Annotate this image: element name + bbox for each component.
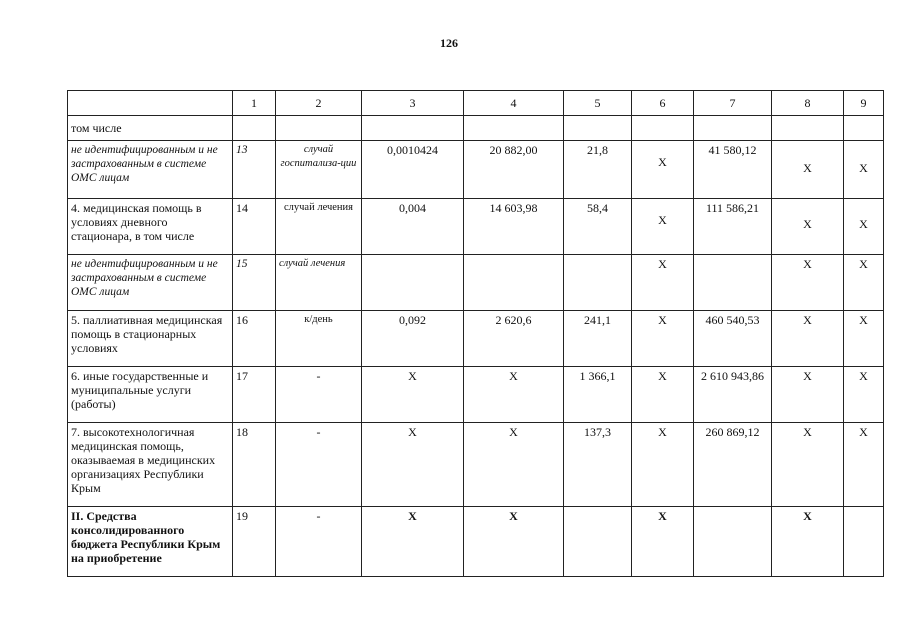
subheader-row — [68, 116, 884, 141]
table-row — [68, 423, 884, 507]
row-cell: 0,0010424 — [362, 141, 464, 199]
row-cell — [844, 507, 884, 577]
row-cell: X — [772, 255, 844, 311]
row-cell: 14 603,98 — [464, 199, 564, 255]
row-cell: X — [362, 507, 464, 577]
row-number: 14 — [233, 199, 276, 255]
row-cell: X — [464, 423, 564, 507]
header-cell: 9 — [844, 91, 884, 116]
row-cell: X — [362, 423, 464, 507]
row-cell: 0,004 — [362, 199, 464, 255]
table-row — [68, 367, 884, 423]
table-row — [68, 199, 884, 255]
row-cell: X — [632, 311, 694, 367]
row-cell: X — [772, 507, 844, 577]
header-cell: 5 — [564, 91, 632, 116]
row-cell: 111 586,21 — [694, 199, 772, 255]
header-cell: 2 — [276, 91, 362, 116]
row-cell: 137,3 — [564, 423, 632, 507]
row-cell: 41 580,12 — [694, 141, 772, 199]
row-cell — [564, 507, 632, 577]
row-unit: - — [276, 423, 362, 507]
row-cell: X — [772, 141, 844, 199]
row-cell — [564, 255, 632, 311]
row-cell: X — [844, 311, 884, 367]
row-cell: 21,8 — [564, 141, 632, 199]
subheader-cell: том числе — [68, 116, 233, 141]
row-cell: X — [632, 255, 694, 311]
row-cell: X — [632, 367, 694, 423]
header-cell: 3 — [362, 91, 464, 116]
table-row — [68, 255, 884, 311]
header-cell-empty — [68, 91, 233, 116]
header-cell: 7 — [694, 91, 772, 116]
row-cell: X — [844, 423, 884, 507]
row-name: не идентифицированным и не застрахованным в системе ОМС лицам — [68, 141, 233, 199]
row-number: 16 — [233, 311, 276, 367]
row-number: 17 — [233, 367, 276, 423]
header-cell: 1 — [233, 91, 276, 116]
row-unit: - — [276, 367, 362, 423]
row-cell: X — [844, 141, 884, 199]
row-cell: X — [632, 423, 694, 507]
row-cell: X — [464, 507, 564, 577]
row-number: 13 — [233, 141, 276, 199]
row-cell: 20 882,00 — [464, 141, 564, 199]
header-row — [68, 91, 884, 116]
row-number: 19 — [233, 507, 276, 577]
header-cell: 6 — [632, 91, 694, 116]
row-cell: X — [464, 367, 564, 423]
row-cell: 1 366,1 — [564, 367, 632, 423]
row-name: 4. медицинская помощь в условиях дневного стационара, в том числе — [68, 199, 233, 255]
row-cell: X — [844, 367, 884, 423]
row-name: 6. иные государственные и муниципальные услуги (работы) — [68, 367, 233, 423]
row-cell — [464, 255, 564, 311]
row-unit: к/день — [276, 311, 362, 367]
row-cell: 260 869,12 — [694, 423, 772, 507]
row-cell: X — [362, 367, 464, 423]
row-cell: 460 540,53 — [694, 311, 772, 367]
table-row — [68, 141, 884, 199]
row-cell: 0,092 — [362, 311, 464, 367]
row-cell: X — [632, 199, 694, 255]
row-name: II. Средства консолидированного бюджета Республики Крым на приобретение — [68, 507, 233, 577]
row-name: 5. паллиативная медицинская помощь в стационарных условиях — [68, 311, 233, 367]
row-unit: - — [276, 507, 362, 577]
row-number: 15 — [233, 255, 276, 311]
page-number: 126 — [440, 36, 458, 50]
row-cell: X — [844, 255, 884, 311]
row-name: 7. высокотехнологичная медицинская помощь, оказываемая в медицинских организациях Республики Крым — [68, 423, 233, 507]
row-name: не идентифицированным и не застрахованным в системе ОМС лицам — [68, 255, 233, 311]
row-cell — [694, 255, 772, 311]
row-cell: 2 610 943,86 — [694, 367, 772, 423]
row-cell: X — [772, 199, 844, 255]
row-unit: случай лечения — [276, 199, 362, 255]
row-cell — [362, 255, 464, 311]
table-row — [68, 311, 884, 367]
data-table — [67, 90, 884, 577]
row-unit: случай лечения — [276, 255, 362, 311]
row-cell — [694, 507, 772, 577]
row-cell: X — [632, 141, 694, 199]
row-cell: X — [772, 367, 844, 423]
row-unit: случай госпитализа-ции — [276, 141, 362, 199]
row-cell: X — [772, 311, 844, 367]
row-cell: X — [632, 507, 694, 577]
table-row — [68, 507, 884, 577]
row-number: 18 — [233, 423, 276, 507]
header-cell: 8 — [772, 91, 844, 116]
row-cell: 2 620,6 — [464, 311, 564, 367]
row-cell: 58,4 — [564, 199, 632, 255]
row-cell: X — [844, 199, 884, 255]
row-cell: X — [772, 423, 844, 507]
header-cell: 4 — [464, 91, 564, 116]
row-cell: 241,1 — [564, 311, 632, 367]
